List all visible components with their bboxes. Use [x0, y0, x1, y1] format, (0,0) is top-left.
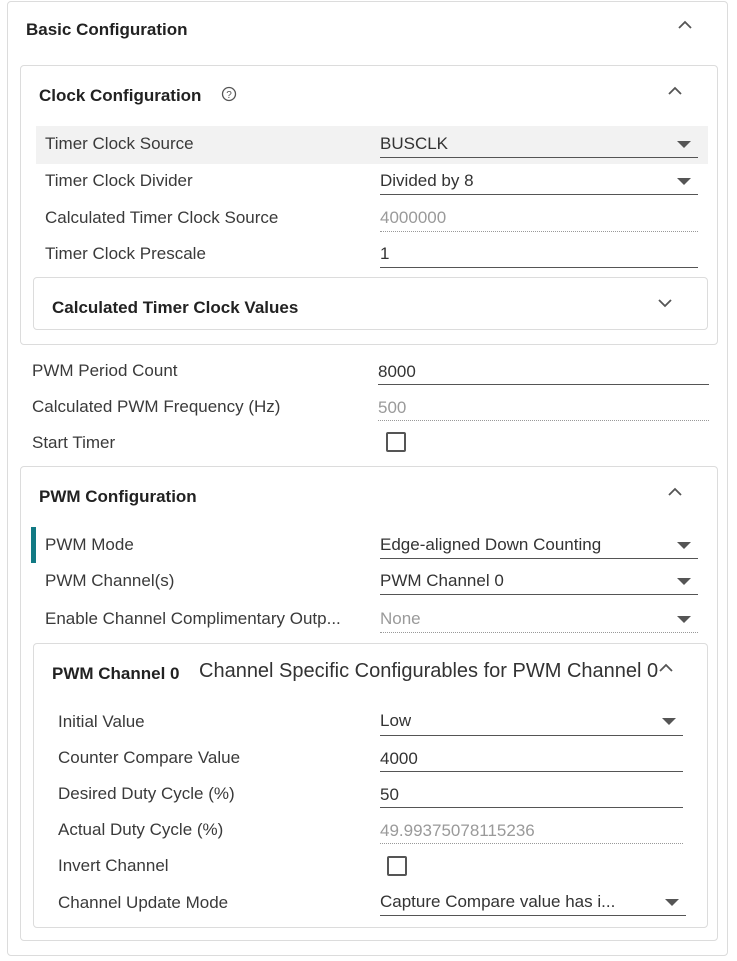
pwm-channel-0-subtitle: Channel Specific Configurables for PWM Channel 0 — [199, 660, 659, 682]
counter-compare-value-input[interactable] — [380, 746, 683, 772]
pwm-configuration-title: PWM Configuration — [39, 487, 197, 506]
collapse-basic-chevron-up-icon[interactable] — [677, 19, 693, 31]
pwm-mode-value: Edge-aligned Down Counting — [380, 535, 602, 554]
counter-compare-value-value: 4000 — [380, 749, 418, 768]
timer-clock-prescale-label: Timer Clock Prescale — [45, 244, 206, 263]
complimentary-output-label: Enable Channel Complimentary Outp... — [45, 609, 341, 628]
desired-duty-cycle-value: 50 — [380, 785, 399, 804]
timer-clock-divider-select[interactable] — [380, 169, 698, 195]
calculated-timer-clock-source-field — [380, 206, 698, 232]
pwm-channels-label: PWM Channel(s) — [45, 571, 175, 590]
help-icon[interactable] — [221, 86, 237, 107]
complimentary-output-value: None — [380, 609, 421, 628]
timer-clock-divider-label: Timer Clock Divider — [45, 171, 193, 190]
collapse-pwm-chevron-up-icon[interactable] — [667, 486, 683, 498]
start-timer-checkbox[interactable] — [386, 432, 406, 452]
calculated-pwm-frequency-value: 500 — [378, 398, 407, 417]
calculated-timer-clock-source-label: Calculated Timer Clock Source — [45, 208, 279, 227]
desired-duty-cycle-input[interactable] — [380, 782, 683, 808]
timer-clock-divider-value: Divided by 8 — [380, 171, 474, 190]
timer-clock-source-label: Timer Clock Source — [45, 134, 194, 153]
initial-value-select[interactable] — [380, 709, 683, 736]
pwm-channel-0-title: PWM Channel 0 — [52, 664, 180, 683]
pwm-mode-label: PWM Mode — [45, 535, 134, 554]
pwm-period-count-input[interactable] — [378, 359, 709, 385]
collapse-clock-chevron-up-icon[interactable] — [667, 85, 683, 97]
pwm-channels-select[interactable] — [380, 569, 698, 595]
basic-configuration-title: Basic Configuration — [26, 20, 188, 39]
channel-update-mode-select[interactable] — [380, 890, 686, 916]
desired-duty-cycle-label: Desired Duty Cycle (%) — [58, 784, 235, 803]
pwm-period-count-value: 8000 — [378, 362, 416, 381]
collapse-channel-chevron-up-icon[interactable] — [658, 662, 674, 674]
actual-duty-cycle-label: Actual Duty Cycle (%) — [58, 820, 224, 839]
expand-chevron-down-icon[interactable] — [657, 297, 673, 309]
complimentary-output-select[interactable] — [380, 607, 698, 633]
calculated-pwm-frequency-field — [378, 395, 709, 421]
timer-clock-source-value: BUSCLK — [380, 134, 449, 153]
counter-compare-value-label: Counter Compare Value — [58, 748, 241, 767]
dropdown-arrow-icon — [662, 718, 676, 725]
svg-text:?: ? — [226, 90, 232, 101]
focus-indicator-bar — [31, 527, 36, 563]
actual-duty-cycle-value: 49.99375078115236 — [380, 821, 535, 840]
initial-value-label: Initial Value — [58, 712, 145, 731]
channel-update-mode-label: Channel Update Mode — [58, 893, 229, 912]
dropdown-arrow-icon — [677, 178, 691, 185]
timer-clock-source-select[interactable] — [380, 132, 698, 158]
invert-channel-checkbox[interactable] — [387, 856, 407, 876]
dropdown-arrow-icon — [677, 141, 691, 148]
channel-update-mode-value: Capture Compare value has i... — [380, 892, 616, 911]
timer-clock-prescale-value: 1 — [380, 244, 390, 263]
invert-channel-label: Invert Channel — [58, 856, 169, 875]
calculated-timer-clock-source-value: 4000000 — [380, 208, 447, 227]
calculated-timer-clock-values-title: Calculated Timer Clock Values — [52, 298, 299, 317]
pwm-period-count-label: PWM Period Count — [32, 361, 178, 380]
dropdown-arrow-icon — [677, 616, 691, 623]
calculated-pwm-frequency-label: Calculated PWM Frequency (Hz) — [32, 397, 281, 416]
actual-duty-cycle-field — [380, 818, 683, 844]
timer-clock-prescale-input[interactable] — [380, 242, 698, 268]
pwm-channels-value: PWM Channel 0 — [380, 571, 504, 590]
dropdown-arrow-icon — [665, 899, 679, 906]
dropdown-arrow-icon — [677, 578, 691, 585]
initial-value-value: Low — [380, 711, 412, 730]
clock-configuration-title: Clock Configuration — [39, 86, 202, 105]
dropdown-arrow-icon — [677, 542, 691, 549]
start-timer-label: Start Timer — [32, 433, 116, 452]
pwm-mode-select[interactable] — [380, 533, 698, 559]
